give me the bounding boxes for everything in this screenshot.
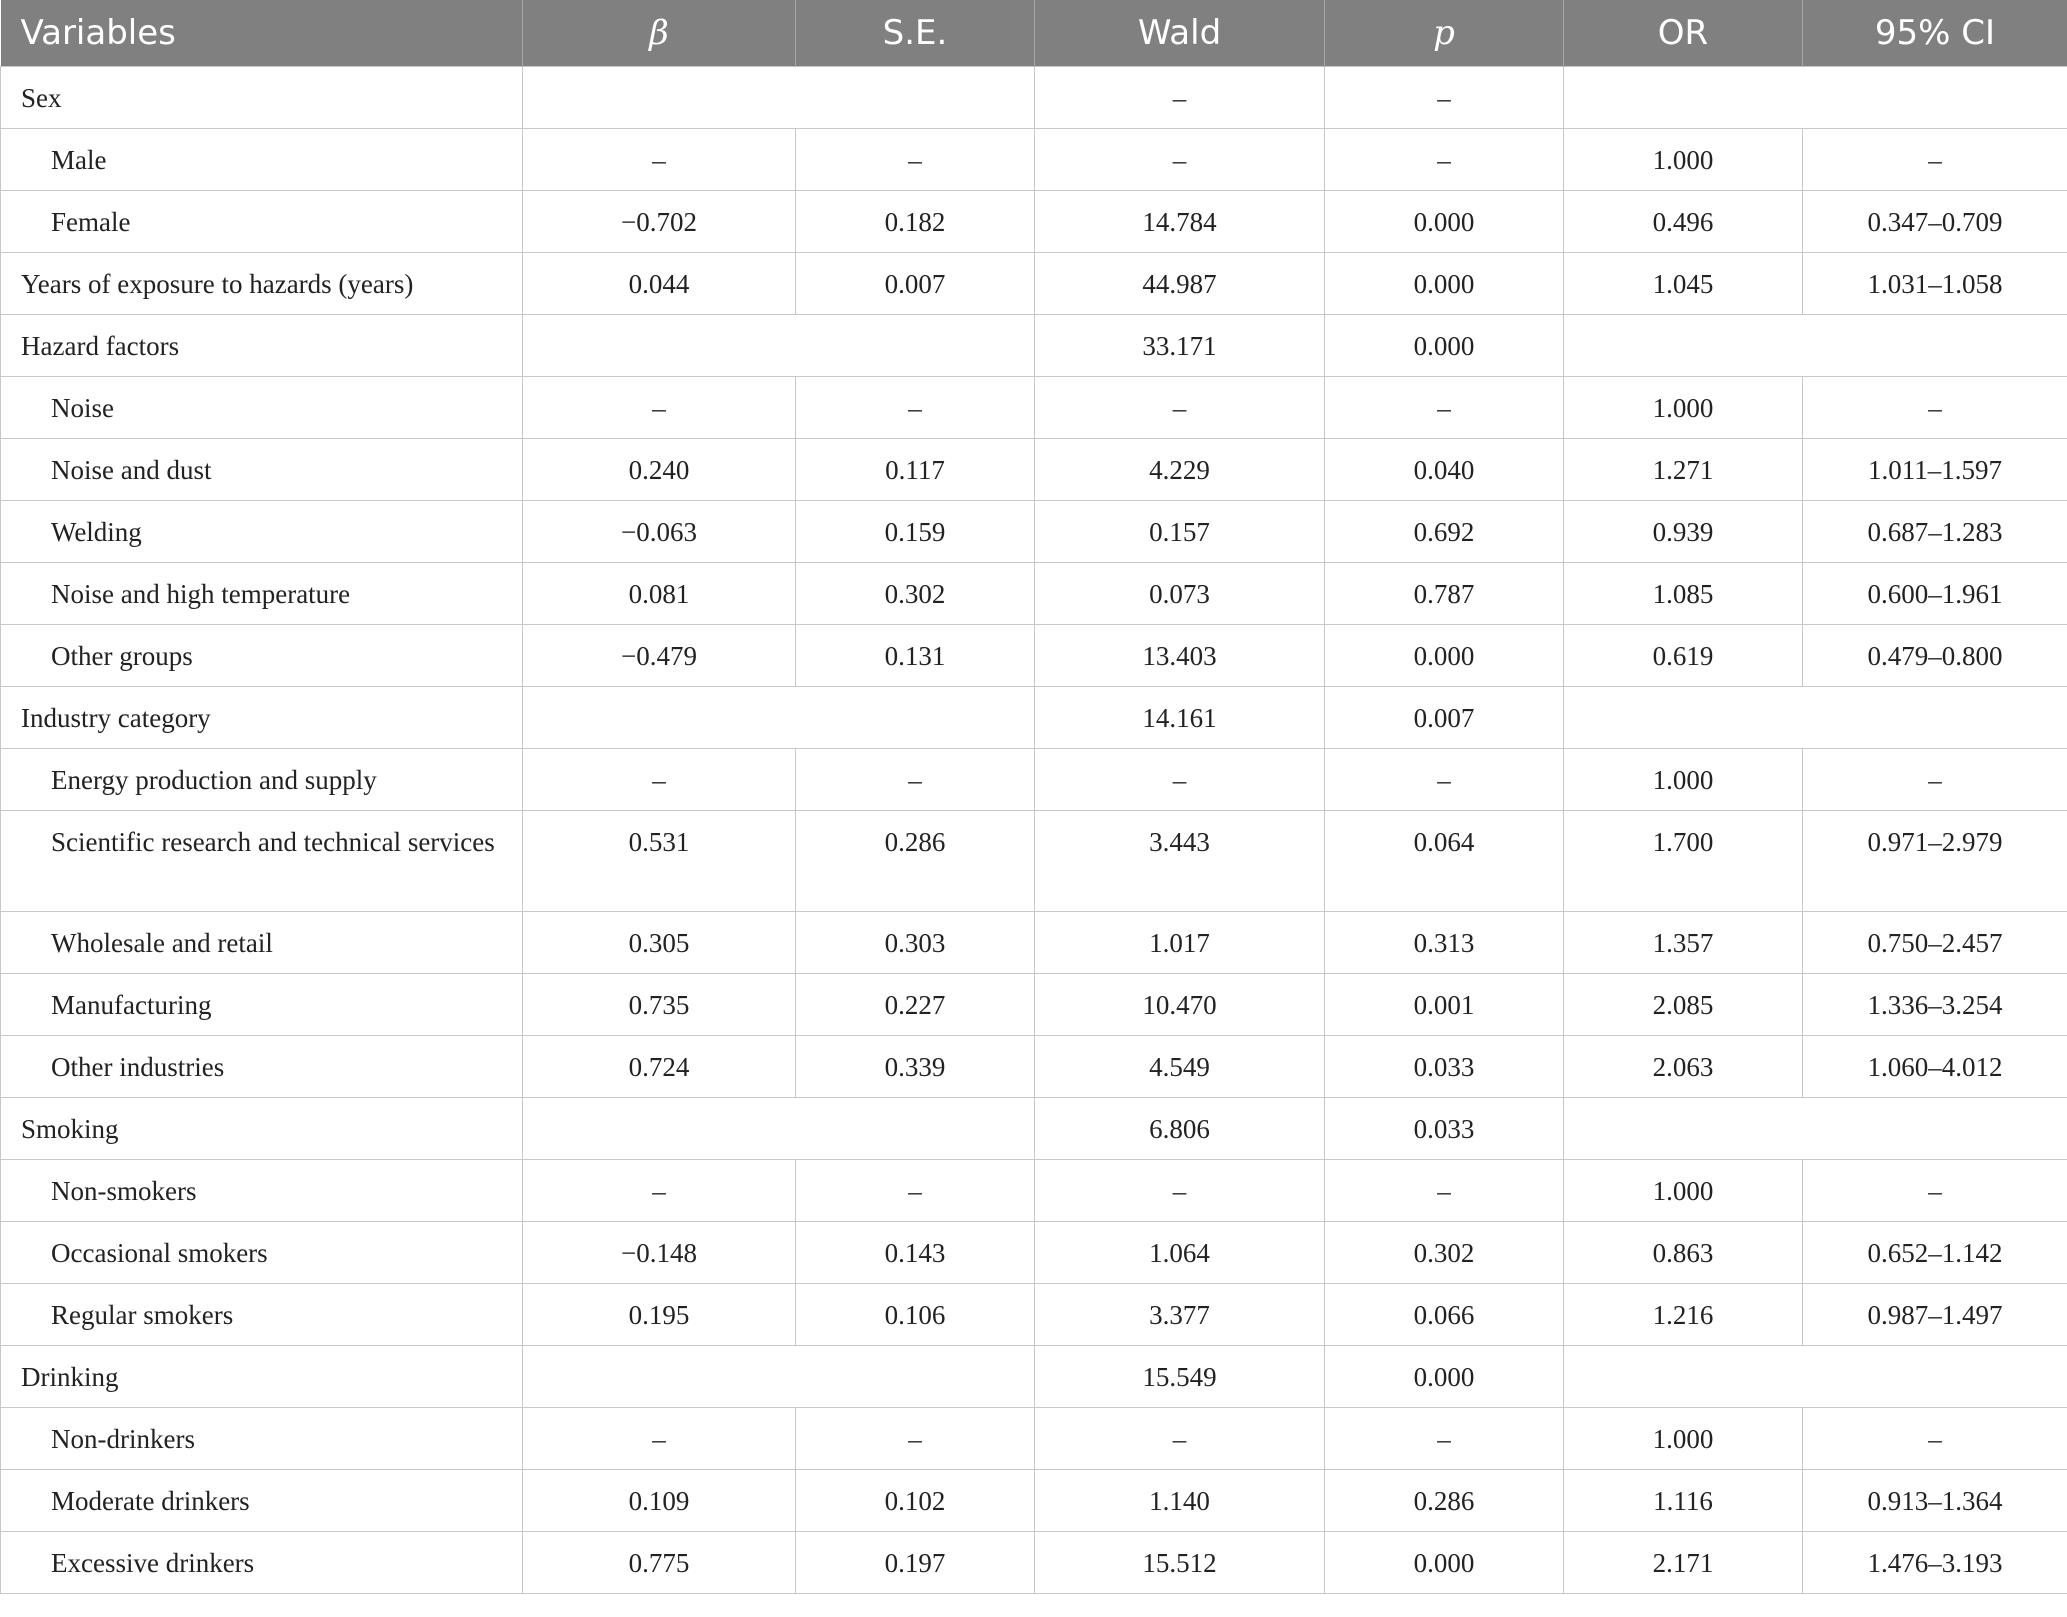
table-row (1, 191, 2067, 253)
variable-cell: Other industries (1, 1036, 523, 1098)
ci-cell: 1.336–3.254 (1803, 974, 2067, 1036)
wald-cell: 4.229 (1035, 439, 1325, 501)
variable-cell: Regular smokers (1, 1284, 523, 1346)
or-cell: 1.085 (1564, 563, 1803, 625)
p-cell: 0.787 (1325, 563, 1564, 625)
p-cell: 0.000 (1325, 253, 1564, 315)
table-row (1, 439, 2067, 501)
variable-cell: Wholesale and retail (1, 912, 523, 974)
table-row (1, 625, 2067, 687)
variable-cell: Non-smokers (1, 1160, 523, 1222)
beta-cell: −0.148 (523, 1222, 796, 1284)
p-cell: 0.007 (1325, 687, 1564, 749)
p-cell: – (1325, 377, 1564, 439)
variable-cell: Years of exposure to hazards (years) (1, 253, 523, 315)
wald-cell: 44.987 (1035, 253, 1325, 315)
se-cell: 0.227 (796, 974, 1035, 1036)
p-cell: – (1325, 1160, 1564, 1222)
ci-cell: – (1803, 377, 2067, 439)
p-cell: 0.066 (1325, 1284, 1564, 1346)
or-cell: 1.357 (1564, 912, 1803, 974)
wald-cell: – (1035, 129, 1325, 191)
wald-cell: – (1035, 749, 1325, 811)
p-cell: 0.313 (1325, 912, 1564, 974)
se-cell: 0.143 (796, 1222, 1035, 1284)
header-beta: β (523, 0, 796, 67)
empty-cell (1564, 687, 2067, 749)
ci-cell: – (1803, 1160, 2067, 1222)
table-row (1, 1532, 2067, 1594)
wald-cell: 15.512 (1035, 1532, 1325, 1594)
or-cell: 0.863 (1564, 1222, 1803, 1284)
ci-cell: 0.913–1.364 (1803, 1470, 2067, 1532)
p-cell: 0.302 (1325, 1222, 1564, 1284)
table-row (1, 129, 2067, 191)
header-se: S.E. (796, 0, 1035, 67)
wald-cell: 6.806 (1035, 1098, 1325, 1160)
variable-cell: Energy production and supply (1, 749, 523, 811)
empty-cell (1564, 67, 2067, 129)
wald-cell: 3.377 (1035, 1284, 1325, 1346)
ci-cell: – (1803, 1408, 2067, 1470)
or-cell: 1.700 (1564, 811, 1803, 912)
se-cell: – (796, 377, 1035, 439)
wald-cell: – (1035, 67, 1325, 129)
variable-cell: Female (1, 191, 523, 253)
beta-cell: 0.081 (523, 563, 796, 625)
p-cell: 0.000 (1325, 315, 1564, 377)
se-cell: 0.159 (796, 501, 1035, 563)
se-cell: 0.007 (796, 253, 1035, 315)
empty-cell (1564, 1346, 2067, 1408)
wald-cell: – (1035, 1160, 1325, 1222)
beta-cell: – (523, 129, 796, 191)
header-variables: Variables (1, 0, 523, 67)
wald-cell: 33.171 (1035, 315, 1325, 377)
wald-cell: 1.140 (1035, 1470, 1325, 1532)
variable-cell: Hazard factors (1, 315, 523, 377)
or-cell: 2.171 (1564, 1532, 1803, 1594)
ci-cell: 0.479–0.800 (1803, 625, 2067, 687)
beta-cell: 0.240 (523, 439, 796, 501)
table-row (1, 1346, 2067, 1408)
wald-cell: 14.784 (1035, 191, 1325, 253)
beta-cell: – (523, 377, 796, 439)
or-cell: 1.000 (1564, 129, 1803, 191)
header-ci: 95% CI (1803, 0, 2067, 67)
empty-cell (523, 67, 1035, 129)
p-cell: 0.000 (1325, 625, 1564, 687)
p-cell: 0.692 (1325, 501, 1564, 563)
beta-cell: – (523, 1160, 796, 1222)
or-cell: 1.000 (1564, 1408, 1803, 1470)
table-row (1, 1036, 2067, 1098)
wald-cell: 10.470 (1035, 974, 1325, 1036)
p-cell: 0.064 (1325, 811, 1564, 912)
table-row (1, 563, 2067, 625)
or-cell: 1.045 (1564, 253, 1803, 315)
beta-cell: 0.305 (523, 912, 796, 974)
ci-cell: 0.652–1.142 (1803, 1222, 2067, 1284)
variable-cell: Industry category (1, 687, 523, 749)
se-cell: 0.117 (796, 439, 1035, 501)
beta-cell: −0.063 (523, 501, 796, 563)
empty-cell (523, 1346, 1035, 1408)
table-row (1, 1222, 2067, 1284)
wald-cell: 0.157 (1035, 501, 1325, 563)
variable-cell: Moderate drinkers (1, 1470, 523, 1532)
header-wald: Wald (1035, 0, 1325, 67)
table-row (1, 811, 2067, 912)
empty-cell (523, 1098, 1035, 1160)
beta-cell: 0.775 (523, 1532, 796, 1594)
ci-cell: 1.011–1.597 (1803, 439, 2067, 501)
ci-cell: 1.476–3.193 (1803, 1532, 2067, 1594)
wald-cell: 3.443 (1035, 811, 1325, 912)
variable-cell: Male (1, 129, 523, 191)
or-cell: 1.271 (1564, 439, 1803, 501)
table-row (1, 315, 2067, 377)
p-cell: 0.033 (1325, 1036, 1564, 1098)
se-cell: 0.197 (796, 1532, 1035, 1594)
variable-cell: Sex (1, 67, 523, 129)
beta-cell: 0.044 (523, 253, 796, 315)
ci-cell: 0.600–1.961 (1803, 563, 2067, 625)
se-cell: 0.339 (796, 1036, 1035, 1098)
variable-cell: Smoking (1, 1098, 523, 1160)
or-cell: 0.619 (1564, 625, 1803, 687)
header-or: OR (1564, 0, 1803, 67)
ci-cell: 1.031–1.058 (1803, 253, 2067, 315)
table-row (1, 974, 2067, 1036)
header-row (1, 0, 2067, 67)
beta-cell: – (523, 749, 796, 811)
beta-cell: 0.109 (523, 1470, 796, 1532)
or-cell: 2.063 (1564, 1036, 1803, 1098)
se-cell: 0.106 (796, 1284, 1035, 1346)
table-row (1, 377, 2067, 439)
se-cell: – (796, 129, 1035, 191)
p-cell: – (1325, 749, 1564, 811)
variable-cell: Welding (1, 501, 523, 563)
p-cell: 0.000 (1325, 1346, 1564, 1408)
variable-cell: Noise (1, 377, 523, 439)
variable-cell: Other groups (1, 625, 523, 687)
beta-cell: −0.479 (523, 625, 796, 687)
variable-cell: Excessive drinkers (1, 1532, 523, 1594)
ci-cell: – (1803, 749, 2067, 811)
se-cell: 0.303 (796, 912, 1035, 974)
table-row (1, 687, 2067, 749)
or-cell: 1.000 (1564, 1160, 1803, 1222)
or-cell: 0.939 (1564, 501, 1803, 563)
ci-cell: 0.347–0.709 (1803, 191, 2067, 253)
wald-cell: 4.549 (1035, 1036, 1325, 1098)
p-cell: – (1325, 129, 1564, 191)
table-body (1, 67, 2067, 1594)
or-cell: 0.496 (1564, 191, 1803, 253)
wald-cell: 14.161 (1035, 687, 1325, 749)
or-cell: 1.116 (1564, 1470, 1803, 1532)
table-row (1, 1470, 2067, 1532)
se-cell: 0.131 (796, 625, 1035, 687)
se-cell: 0.182 (796, 191, 1035, 253)
ci-cell: 1.060–4.012 (1803, 1036, 2067, 1098)
se-cell: 0.302 (796, 563, 1035, 625)
or-cell: 1.000 (1564, 377, 1803, 439)
table-row (1, 1098, 2067, 1160)
ci-cell: 0.971–2.979 (1803, 811, 2067, 912)
p-cell: 0.000 (1325, 191, 1564, 253)
beta-cell: −0.702 (523, 191, 796, 253)
variable-cell: Drinking (1, 1346, 523, 1408)
wald-cell: 1.017 (1035, 912, 1325, 974)
table-row (1, 253, 2067, 315)
table-row (1, 1160, 2067, 1222)
or-cell: 2.085 (1564, 974, 1803, 1036)
empty-cell (1564, 315, 2067, 377)
se-cell: – (796, 1408, 1035, 1470)
variable-cell: Occasional smokers (1, 1222, 523, 1284)
header-p: p (1325, 0, 1564, 67)
se-cell: 0.286 (796, 811, 1035, 912)
wald-cell: 15.549 (1035, 1346, 1325, 1408)
ci-cell: 0.687–1.283 (1803, 501, 2067, 563)
variable-cell: Non-drinkers (1, 1408, 523, 1470)
table-row (1, 912, 2067, 974)
table-row (1, 501, 2067, 563)
ci-cell: 0.987–1.497 (1803, 1284, 2067, 1346)
beta-cell: – (523, 1408, 796, 1470)
or-cell: 1.000 (1564, 749, 1803, 811)
beta-cell: 0.724 (523, 1036, 796, 1098)
p-cell: 0.000 (1325, 1532, 1564, 1594)
p-cell: 0.286 (1325, 1470, 1564, 1532)
table-row (1, 67, 2067, 129)
wald-cell: 13.403 (1035, 625, 1325, 687)
ci-cell: – (1803, 129, 2067, 191)
table-row (1, 749, 2067, 811)
table-row (1, 1408, 2067, 1470)
empty-cell (523, 687, 1035, 749)
variable-cell: Scientific research and technical services (1, 811, 523, 912)
wald-cell: 0.073 (1035, 563, 1325, 625)
wald-cell: 1.064 (1035, 1222, 1325, 1284)
variable-cell: Noise and dust (1, 439, 523, 501)
beta-cell: 0.531 (523, 811, 796, 912)
empty-cell (1564, 1098, 2067, 1160)
variable-cell: Manufacturing (1, 974, 523, 1036)
se-cell: 0.102 (796, 1470, 1035, 1532)
p-cell: – (1325, 1408, 1564, 1470)
se-cell: – (796, 1160, 1035, 1222)
beta-cell: 0.195 (523, 1284, 796, 1346)
table-row (1, 1284, 2067, 1346)
empty-cell (523, 315, 1035, 377)
p-cell: 0.001 (1325, 974, 1564, 1036)
wald-cell: – (1035, 1408, 1325, 1470)
p-cell: 0.033 (1325, 1098, 1564, 1160)
se-cell: – (796, 749, 1035, 811)
p-cell: – (1325, 67, 1564, 129)
ci-cell: 0.750–2.457 (1803, 912, 2067, 974)
p-cell: 0.040 (1325, 439, 1564, 501)
or-cell: 1.216 (1564, 1284, 1803, 1346)
beta-cell: 0.735 (523, 974, 796, 1036)
wald-cell: – (1035, 377, 1325, 439)
variable-cell: Noise and high temperature (1, 563, 523, 625)
